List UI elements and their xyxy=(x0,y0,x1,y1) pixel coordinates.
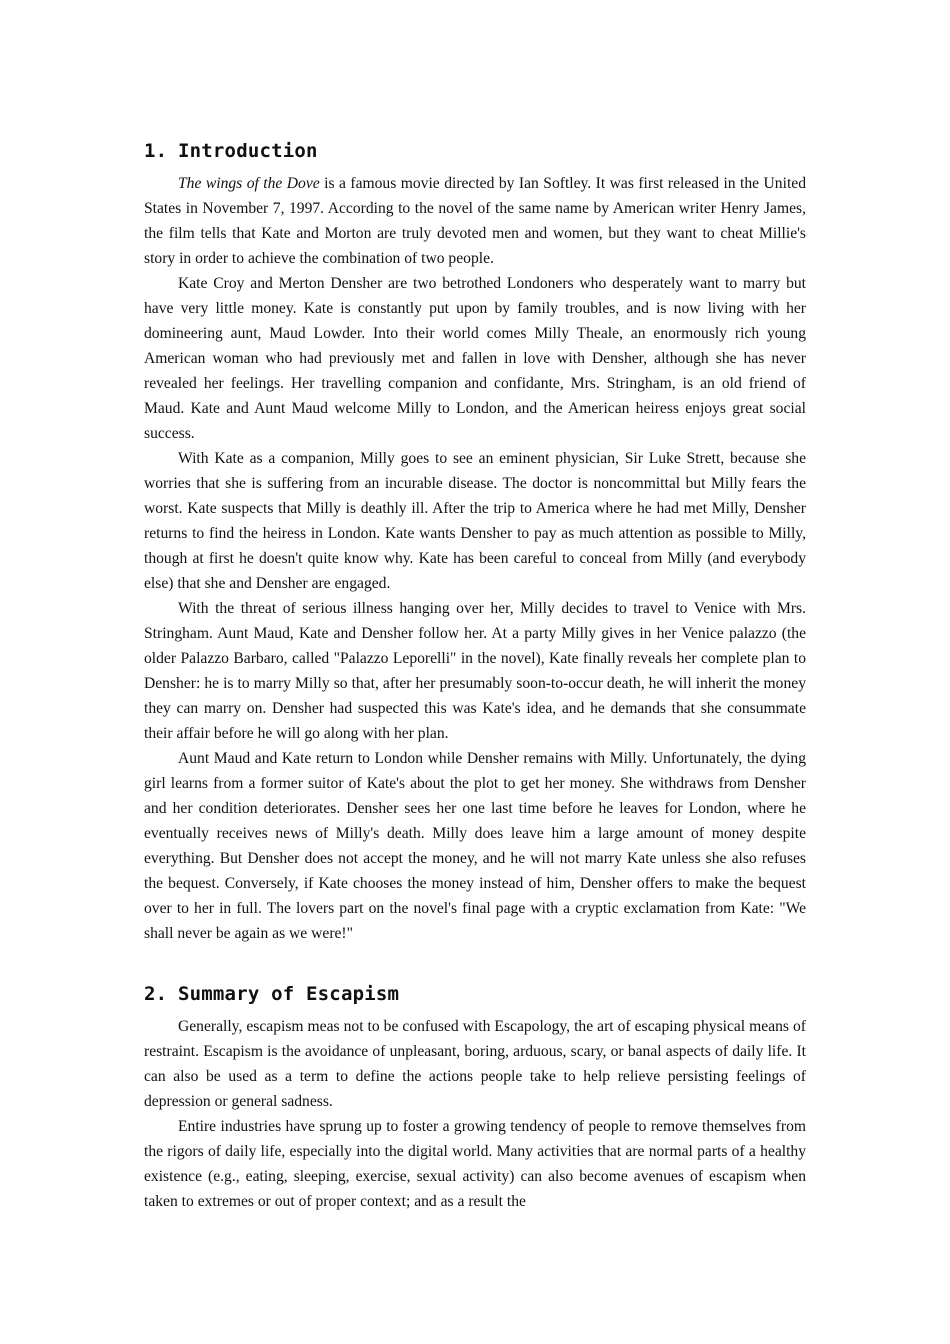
section-title: Summary of Escapism xyxy=(178,983,400,1005)
paragraph: Aunt Maud and Kate return to London while Densher remains with Milly. Unfortunately, the dying girl learns from a former suitor of Kate's about the plot to get her money. She withdraws from Densher and her condition deteriorates. Densher sees her one last time before he leaves for London, where he eventually receives news of Milly's death. Milly does leave him a large amount of money despite everything. But Densher does not accept the money, and he will not marry Kate unless she also refuses the bequest. Conversely, if Kate chooses the money instead of him, Densher offers to make the bequest over to her in full. The lovers part on the novel's final page with a cryptic exclamation from Kate: "We shall never be again as we were!" xyxy=(144,750,806,942)
paragraph: Generally, escapism meas not to be confused with Escapology, the art of escaping physical means of restraint. Escapism is the avoidance of unpleasant, boring, arduous, scary, or banal aspects of daily life. It can also be used as a term to define the actions people take to help relieve persisting feelings of depression or general sadness. xyxy=(144,1018,806,1110)
paragraph: Kate Croy and Merton Densher are two betrothed Londoners who desperately want to marry but have very little money. Kate is constantly put upon by family troubles, and is now living with her domineering aunt, Maud Lowder. Into their world comes Milly Theale, an enormously rich young American woman who had previously met and fallen in love with Densher, although she has never revealed her feelings. Her travelling companion and confidante, Mrs. Stringham, is an old friend of Maud. Kate and Aunt Maud welcome Milly to London, and the American heiress enjoys great social success. xyxy=(144,275,806,442)
section-summary-of-escapism xyxy=(144,979,806,1214)
section-title: Introduction xyxy=(178,140,318,162)
intro-paragraph xyxy=(144,171,806,271)
intro-text: is a famous movie directed by Ian Softley. It was first released in the United States in November 7, 1997. According to the novel of the same name by American writer Henry James, the film tells that Kate and Morton are truly devoted men and women, but they want to cheat Millie's story in order to achieve the combination of two people. xyxy=(144,175,806,267)
section-heading xyxy=(144,979,806,1009)
section-heading xyxy=(144,136,806,166)
paragraph: With the threat of serious illness hanging over her, Milly decides to travel to Venice with Mrs. Stringham. Aunt Maud, Kate and Densher follow her. At a party Milly gives in her Venice palazzo (the older Palazzo Barbaro, called "Palazzo Leporelli" in the novel), Kate finally reveals her complete plan to Densher: he is to marry Milly so that, after her presumably soon-to-occur death, he will inherit the money they can marry on. Densher had suspected this was Kate's idea, and he demands that she consummate their affair before he will go along with her plan. xyxy=(144,600,806,742)
paragraph: With Kate as a companion, Milly goes to see an eminent physician, Sir Luke Strett, because she worries that she is suffering from an incurable disease. The doctor is noncommittal but Milly fears the worst. Kate suspects that Milly is deathly ill. After the trip to America where he had met Milly, Densher returns to find the heiress in London. Kate wants Densher to pay as much attention as possible to Milly, though at first he doesn't quite know why. Kate has been careful to conceal from Milly (and everybody else) that she and Densher are engaged. xyxy=(144,450,806,592)
section-introduction xyxy=(144,136,806,946)
film-title: The wings of the Dove xyxy=(178,175,320,192)
paragraph: Entire industries have sprung up to foster a growing tendency of people to remove themselves from the rigors of daily life, especially into the digital world. Many activities that are normal parts of a healthy existence (e.g., eating, sleeping, exercise, sexual activity) can also become avenues of escapism when taken to extremes or out of proper context; and as a result the xyxy=(144,1118,806,1210)
section-number: 2. xyxy=(144,983,168,1005)
section-number: 1. xyxy=(144,140,168,162)
document-page xyxy=(144,136,806,1247)
